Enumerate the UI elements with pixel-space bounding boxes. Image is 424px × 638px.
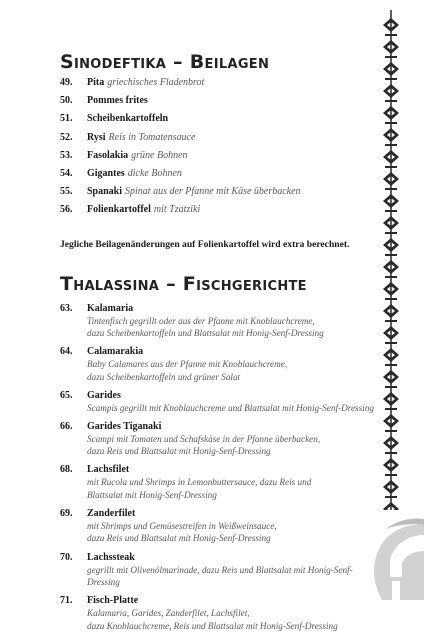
section-title-fisch: Thalassina – Fischgerichte: [60, 272, 307, 295]
border-bar: [385, 144, 397, 146]
border-bar: [385, 166, 397, 168]
item-name: Lachssteak: [87, 551, 135, 563]
border-bar: [385, 474, 397, 476]
list-item: [60, 131, 380, 149]
fisch-list: [60, 302, 380, 633]
menu-page: [60, 50, 380, 638]
border-bar: [385, 386, 397, 388]
item-number: 68.: [60, 464, 73, 476]
item-name: Fisch-Platte: [87, 595, 139, 607]
item-desc-line: mit Shrimps und Gemüsestreifen in Weißweinsauce,: [87, 520, 277, 531]
list-item: [60, 389, 380, 415]
item-name: Fasolakia: [87, 149, 129, 161]
list-item: [60, 203, 380, 221]
border-bar: [385, 232, 397, 234]
border-bar: [385, 496, 397, 498]
item-name: Calamarakia: [87, 346, 144, 358]
item-desc: mit Tzatziki: [153, 204, 201, 216]
border-bar: [385, 122, 397, 124]
item-name: Garides Tiganaki: [87, 420, 162, 432]
border-bar: [385, 430, 397, 432]
item-desc-line: dazu Reis und Blattsalat mit Honig-Senf-Dressing: [87, 533, 271, 544]
item-name: Spanaki: [87, 186, 123, 198]
item-desc-line: mit Rucola und Shrimps in Lemonbuttersauce, dazu Reis und: [87, 477, 312, 488]
item-number: 50.: [60, 95, 73, 107]
item-desc: dicke Bohnen: [127, 167, 182, 179]
item-desc-line: Blattsalat mit Honig-Senf-Dressing: [87, 489, 217, 500]
list-item: [60, 94, 380, 112]
item-name: Pita: [87, 77, 105, 88]
item-number: 65.: [60, 389, 73, 401]
border-bar: [385, 298, 397, 300]
item-number: 55.: [60, 186, 73, 198]
item-number: 53.: [60, 149, 73, 161]
border-bar: [385, 408, 397, 410]
list-item: [60, 302, 380, 340]
item-number: 64.: [60, 346, 73, 358]
item-name: Pommes frites: [87, 95, 148, 107]
item-number: 51.: [60, 113, 73, 125]
item-number: 63.: [60, 302, 73, 314]
item-number: 70.: [60, 551, 73, 563]
item-number: 49.: [60, 77, 73, 88]
list-item: [60, 76, 380, 94]
border-bar: [385, 188, 397, 190]
item-name: Rysi: [87, 131, 106, 143]
item-desc-line: Tintenfisch gegrillt oder aus der Pfanne mit Knoblauchcreme,: [87, 315, 315, 326]
list-item: [60, 149, 380, 167]
section-title-beilagen: Sinodeftika – Beilagen: [60, 51, 270, 73]
item-name: Folienkartoffel: [87, 204, 151, 216]
item-desc-line: Scampis gegrillt mit Knoblauchcreme und Blattsalat mit Honig-Senf-Dressing: [87, 402, 374, 413]
border-bar: [385, 254, 397, 256]
item-name: Gigantes: [87, 167, 125, 179]
item-name: Garides: [87, 389, 121, 401]
item-name: Zanderfilet: [87, 507, 136, 519]
item-number: 66.: [60, 420, 73, 432]
border-bar: [385, 78, 397, 80]
list-item: [60, 112, 380, 130]
item-name: Kalamaria: [87, 302, 134, 314]
list-item: [60, 507, 380, 545]
border-bar: [385, 56, 397, 58]
item-number: 56.: [60, 204, 73, 216]
item-number: 54.: [60, 167, 73, 179]
item-desc-line: Baby Calamares aus der Pfanne mit Knoblauchcreme,: [87, 359, 288, 370]
list-item: [60, 420, 380, 458]
border-bar: [385, 210, 397, 212]
border-bar: [385, 364, 397, 366]
border-bar: [385, 34, 397, 36]
item-desc-line: dazu Reis und Blattsalat mit Honig-Senf-Dressing: [87, 446, 271, 457]
item-desc: griechisches Fladenbrot: [107, 77, 205, 88]
beilagen-note: Jegliche Beilagenänderungen auf Folienkartoffel wird extra berechnet.: [60, 238, 350, 250]
list-item: [60, 463, 380, 501]
border-bar: [385, 320, 397, 322]
border-bar: [385, 342, 397, 344]
item-name: Scheibenkartoffeln: [87, 113, 169, 125]
item-number: 69.: [60, 507, 73, 519]
item-desc-line: Scampi mit Tomaten und Schafskäse in der Pfanne überbacken,: [87, 433, 321, 444]
greek-pattern-border: [380, 10, 402, 510]
item-desc: Reis in Tomatensauce: [108, 131, 196, 143]
beilagen-list: [60, 76, 380, 222]
list-item: [60, 345, 380, 383]
item-desc-line: Kalamaria, Garides, Zanderfilet, Lachsfilet,: [87, 608, 250, 619]
border-bar: [385, 100, 397, 102]
item-number: 71.: [60, 595, 73, 607]
list-item: [60, 185, 380, 203]
item-desc: grüne Bohnen: [131, 149, 188, 161]
list-item: [60, 551, 380, 589]
item-number: 52.: [60, 131, 73, 143]
item-desc-line: gegrillt mit Olivenölmarinade, dazu Reis und Blattsalat mit Honig-Senf-Dressing: [87, 564, 353, 588]
item-desc-line: dazu Scheibenkartoffeln und grüner Salat: [87, 371, 241, 382]
list-item: [60, 167, 380, 185]
item-desc-line: dazu Knoblauchcreme, Reis und Blattsalat mit Honig-Senf-Dressing: [87, 620, 338, 631]
border-bar: [385, 452, 397, 454]
border-bar: [385, 276, 397, 278]
item-name: Lachsfilet: [87, 464, 130, 476]
item-desc: Spinat aus der Pfanne mit Käse überbacken: [125, 186, 301, 198]
item-desc-line: dazu Scheibenkartoffeln und Blattsalat mit Honig-Senf-Dressing: [87, 328, 324, 338]
